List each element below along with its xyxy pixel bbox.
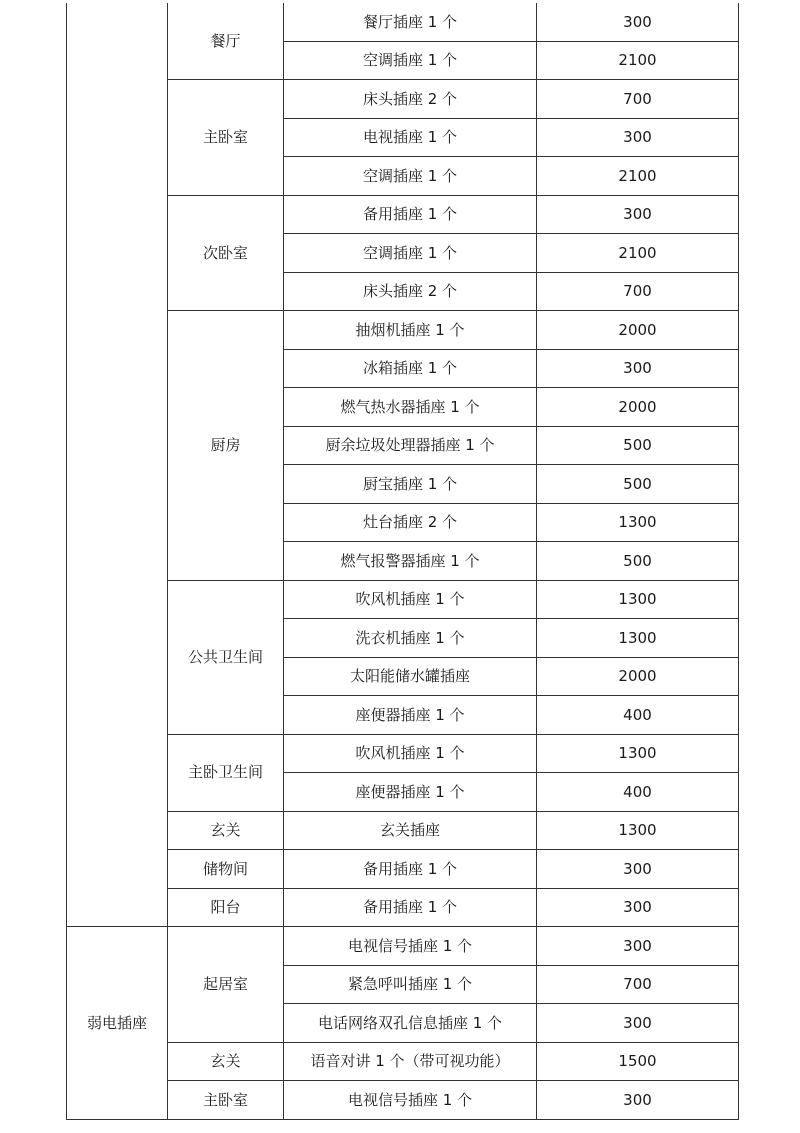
socket-item-cell: 吹风机插座 1 个 — [284, 734, 537, 773]
power-value-cell: 1500 — [537, 1042, 739, 1081]
table-row — [67, 850, 739, 889]
room-cell: 厨房 — [168, 311, 284, 581]
power-value-cell: 300 — [537, 118, 739, 157]
power-value-cell: 2000 — [537, 388, 739, 427]
room-cell: 次卧室 — [168, 195, 284, 311]
table-row — [67, 195, 739, 234]
room-cell: 阳台 — [168, 888, 284, 927]
socket-item-cell: 座便器插座 1 个 — [284, 773, 537, 812]
socket-load-table — [66, 3, 739, 1120]
power-value-cell: 400 — [537, 696, 739, 735]
table-row — [67, 888, 739, 927]
power-value-cell: 500 — [537, 542, 739, 581]
socket-item-cell: 备用插座 1 个 — [284, 195, 537, 234]
category-cell: 弱电插座 — [67, 927, 168, 1120]
socket-item-cell: 洗衣机插座 1 个 — [284, 619, 537, 658]
power-value-cell: 300 — [537, 1004, 739, 1043]
socket-item-cell: 电视插座 1 个 — [284, 118, 537, 157]
socket-item-cell: 床头插座 2 个 — [284, 272, 537, 311]
table-row — [67, 580, 739, 619]
power-value-cell: 1300 — [537, 503, 739, 542]
room-cell: 玄关 — [168, 1042, 284, 1081]
socket-item-cell: 燃气报警器插座 1 个 — [284, 542, 537, 581]
socket-item-cell: 电话网络双孔信息插座 1 个 — [284, 1004, 537, 1043]
socket-item-cell: 玄关插座 — [284, 811, 537, 850]
power-value-cell: 300 — [537, 888, 739, 927]
socket-item-cell: 备用插座 1 个 — [284, 850, 537, 889]
power-value-cell: 300 — [537, 349, 739, 388]
socket-item-cell: 电视信号插座 1 个 — [284, 1081, 537, 1120]
socket-item-cell: 餐厅插座 1 个 — [284, 3, 537, 41]
power-value-cell: 300 — [537, 3, 739, 41]
table-row — [67, 811, 739, 850]
socket-item-cell: 冰箱插座 1 个 — [284, 349, 537, 388]
table-row — [67, 1081, 739, 1120]
room-cell: 玄关 — [168, 811, 284, 850]
power-value-cell: 400 — [537, 773, 739, 812]
room-cell: 起居室 — [168, 927, 284, 1043]
power-value-cell: 1300 — [537, 811, 739, 850]
socket-item-cell: 电视信号插座 1 个 — [284, 927, 537, 966]
power-value-cell: 2100 — [537, 41, 739, 80]
power-value-cell: 500 — [537, 465, 739, 504]
power-value-cell: 300 — [537, 1081, 739, 1120]
socket-item-cell: 床头插座 2 个 — [284, 80, 537, 119]
socket-item-cell: 备用插座 1 个 — [284, 888, 537, 927]
socket-item-cell: 吹风机插座 1 个 — [284, 580, 537, 619]
table-row — [67, 80, 739, 119]
table-row — [67, 927, 739, 966]
power-value-cell: 2000 — [537, 311, 739, 350]
socket-item-cell: 灶台插座 2 个 — [284, 503, 537, 542]
power-value-cell: 1300 — [537, 580, 739, 619]
room-cell: 餐厅 — [168, 3, 284, 80]
power-value-cell: 300 — [537, 850, 739, 889]
room-cell: 公共卫生间 — [168, 580, 284, 734]
socket-item-cell: 厨宝插座 1 个 — [284, 465, 537, 504]
power-value-cell: 2000 — [537, 657, 739, 696]
table-row — [67, 311, 739, 350]
room-cell: 储物间 — [168, 850, 284, 889]
socket-item-cell: 座便器插座 1 个 — [284, 696, 537, 735]
power-value-cell: 1300 — [537, 619, 739, 658]
room-cell: 主卧室 — [168, 1081, 284, 1120]
power-value-cell: 2100 — [537, 157, 739, 196]
room-cell: 主卧室 — [168, 80, 284, 196]
power-value-cell: 700 — [537, 272, 739, 311]
table-row — [67, 1042, 739, 1081]
power-value-cell: 2100 — [537, 234, 739, 273]
category-cell — [67, 3, 168, 927]
socket-item-cell: 空调插座 1 个 — [284, 157, 537, 196]
socket-item-cell: 燃气热水器插座 1 个 — [284, 388, 537, 427]
room-cell: 主卧卫生间 — [168, 734, 284, 811]
socket-item-cell: 空调插座 1 个 — [284, 41, 537, 80]
table-row — [67, 3, 739, 41]
table-body — [67, 3, 739, 1119]
socket-item-cell: 语音对讲 1 个（带可视功能） — [284, 1042, 537, 1081]
power-value-cell: 700 — [537, 965, 739, 1004]
socket-item-cell: 空调插座 1 个 — [284, 234, 537, 273]
table-row — [67, 734, 739, 773]
power-value-cell: 300 — [537, 927, 739, 966]
power-value-cell: 1300 — [537, 734, 739, 773]
socket-item-cell: 厨余垃圾处理器插座 1 个 — [284, 426, 537, 465]
socket-item-cell: 太阳能储水罐插座 — [284, 657, 537, 696]
socket-item-cell: 紧急呼叫插座 1 个 — [284, 965, 537, 1004]
power-value-cell: 700 — [537, 80, 739, 119]
socket-item-cell: 抽烟机插座 1 个 — [284, 311, 537, 350]
power-value-cell: 500 — [537, 426, 739, 465]
power-value-cell: 300 — [537, 195, 739, 234]
